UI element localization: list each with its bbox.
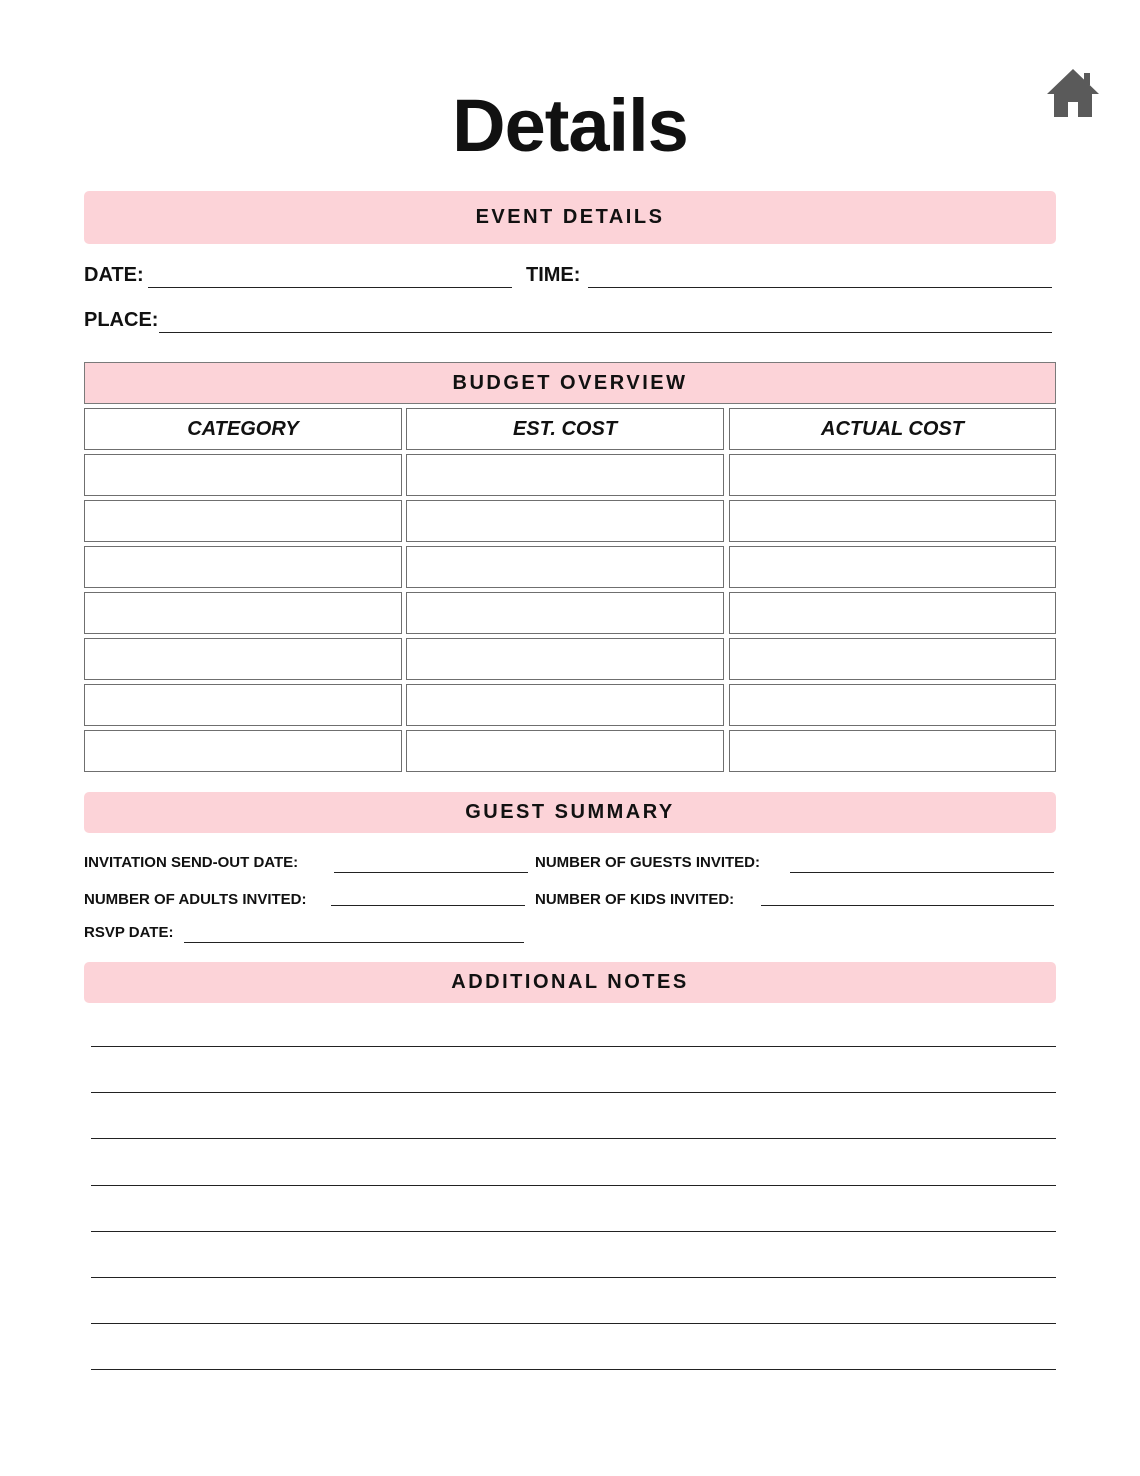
column-header-est-cost: EST. COST bbox=[406, 408, 724, 450]
place-field[interactable] bbox=[159, 332, 1052, 333]
budget-cell-actual-cost[interactable] bbox=[729, 546, 1056, 588]
budget-cell-est-cost[interactable] bbox=[406, 500, 724, 542]
column-header-category: CATEGORY bbox=[84, 408, 402, 450]
place-label: PLACE: bbox=[84, 309, 159, 331]
budget-cell-actual-cost[interactable] bbox=[729, 638, 1056, 680]
additional-notes-header: ADDITIONAL NOTES bbox=[84, 962, 1056, 1003]
rsvp-date-label: RSVP DATE: bbox=[84, 924, 174, 941]
budget-cell-actual-cost[interactable] bbox=[729, 684, 1056, 726]
budget-cell-category[interactable] bbox=[84, 684, 402, 726]
budget-cell-category[interactable] bbox=[84, 546, 402, 588]
budget-cell-actual-cost[interactable] bbox=[729, 592, 1056, 634]
notes-line[interactable] bbox=[91, 1138, 1056, 1139]
notes-line[interactable] bbox=[91, 1277, 1056, 1278]
date-label: DATE: bbox=[84, 264, 144, 286]
column-header-actual-cost: ACTUAL COST bbox=[729, 408, 1056, 450]
adults-invited-label: NUMBER OF ADULTS INVITED: bbox=[84, 891, 307, 908]
guests-invited-label: NUMBER OF GUESTS INVITED: bbox=[535, 854, 761, 871]
notes-line[interactable] bbox=[91, 1185, 1056, 1186]
date-field[interactable] bbox=[148, 287, 512, 288]
time-field[interactable] bbox=[588, 287, 1052, 288]
budget-cell-category[interactable] bbox=[84, 454, 402, 496]
budget-cell-category[interactable] bbox=[84, 730, 402, 772]
kids-invited-label: NUMBER OF KIDS INVITED: bbox=[535, 891, 735, 908]
budget-cell-est-cost[interactable] bbox=[406, 684, 724, 726]
notes-line[interactable] bbox=[91, 1231, 1056, 1232]
budget-cell-actual-cost[interactable] bbox=[729, 500, 1056, 542]
budget-cell-est-cost[interactable] bbox=[406, 730, 724, 772]
adults-invited-field[interactable] bbox=[331, 905, 525, 906]
budget-cell-category[interactable] bbox=[84, 500, 402, 542]
budget-cell-est-cost[interactable] bbox=[406, 638, 724, 680]
budget-cell-est-cost[interactable] bbox=[406, 592, 724, 634]
rsvp-date-field[interactable] bbox=[184, 942, 524, 943]
guests-invited-field[interactable] bbox=[790, 872, 1054, 873]
time-label: TIME: bbox=[526, 264, 581, 286]
guest-summary-header: GUEST SUMMARY bbox=[84, 792, 1056, 833]
budget-overview-header: BUDGET OVERVIEW bbox=[84, 362, 1056, 404]
budget-cell-est-cost[interactable] bbox=[406, 546, 724, 588]
budget-cell-actual-cost[interactable] bbox=[729, 454, 1056, 496]
budget-cell-actual-cost[interactable] bbox=[729, 730, 1056, 772]
page-title: Details bbox=[452, 84, 688, 167]
home-icon bbox=[1045, 66, 1101, 120]
notes-line[interactable] bbox=[91, 1046, 1056, 1047]
notes-line[interactable] bbox=[91, 1323, 1056, 1324]
budget-cell-category[interactable] bbox=[84, 638, 402, 680]
notes-line[interactable] bbox=[91, 1369, 1056, 1370]
notes-line[interactable] bbox=[91, 1092, 1056, 1093]
kids-invited-field[interactable] bbox=[761, 905, 1054, 906]
home-button[interactable] bbox=[1045, 66, 1101, 120]
invitation-send-out-field[interactable] bbox=[334, 872, 528, 873]
budget-cell-est-cost[interactable] bbox=[406, 454, 724, 496]
invitation-send-out-label: INVITATION SEND-OUT DATE: bbox=[84, 854, 299, 871]
event-details-header: EVENT DETAILS bbox=[84, 191, 1056, 244]
budget-cell-category[interactable] bbox=[84, 592, 402, 634]
